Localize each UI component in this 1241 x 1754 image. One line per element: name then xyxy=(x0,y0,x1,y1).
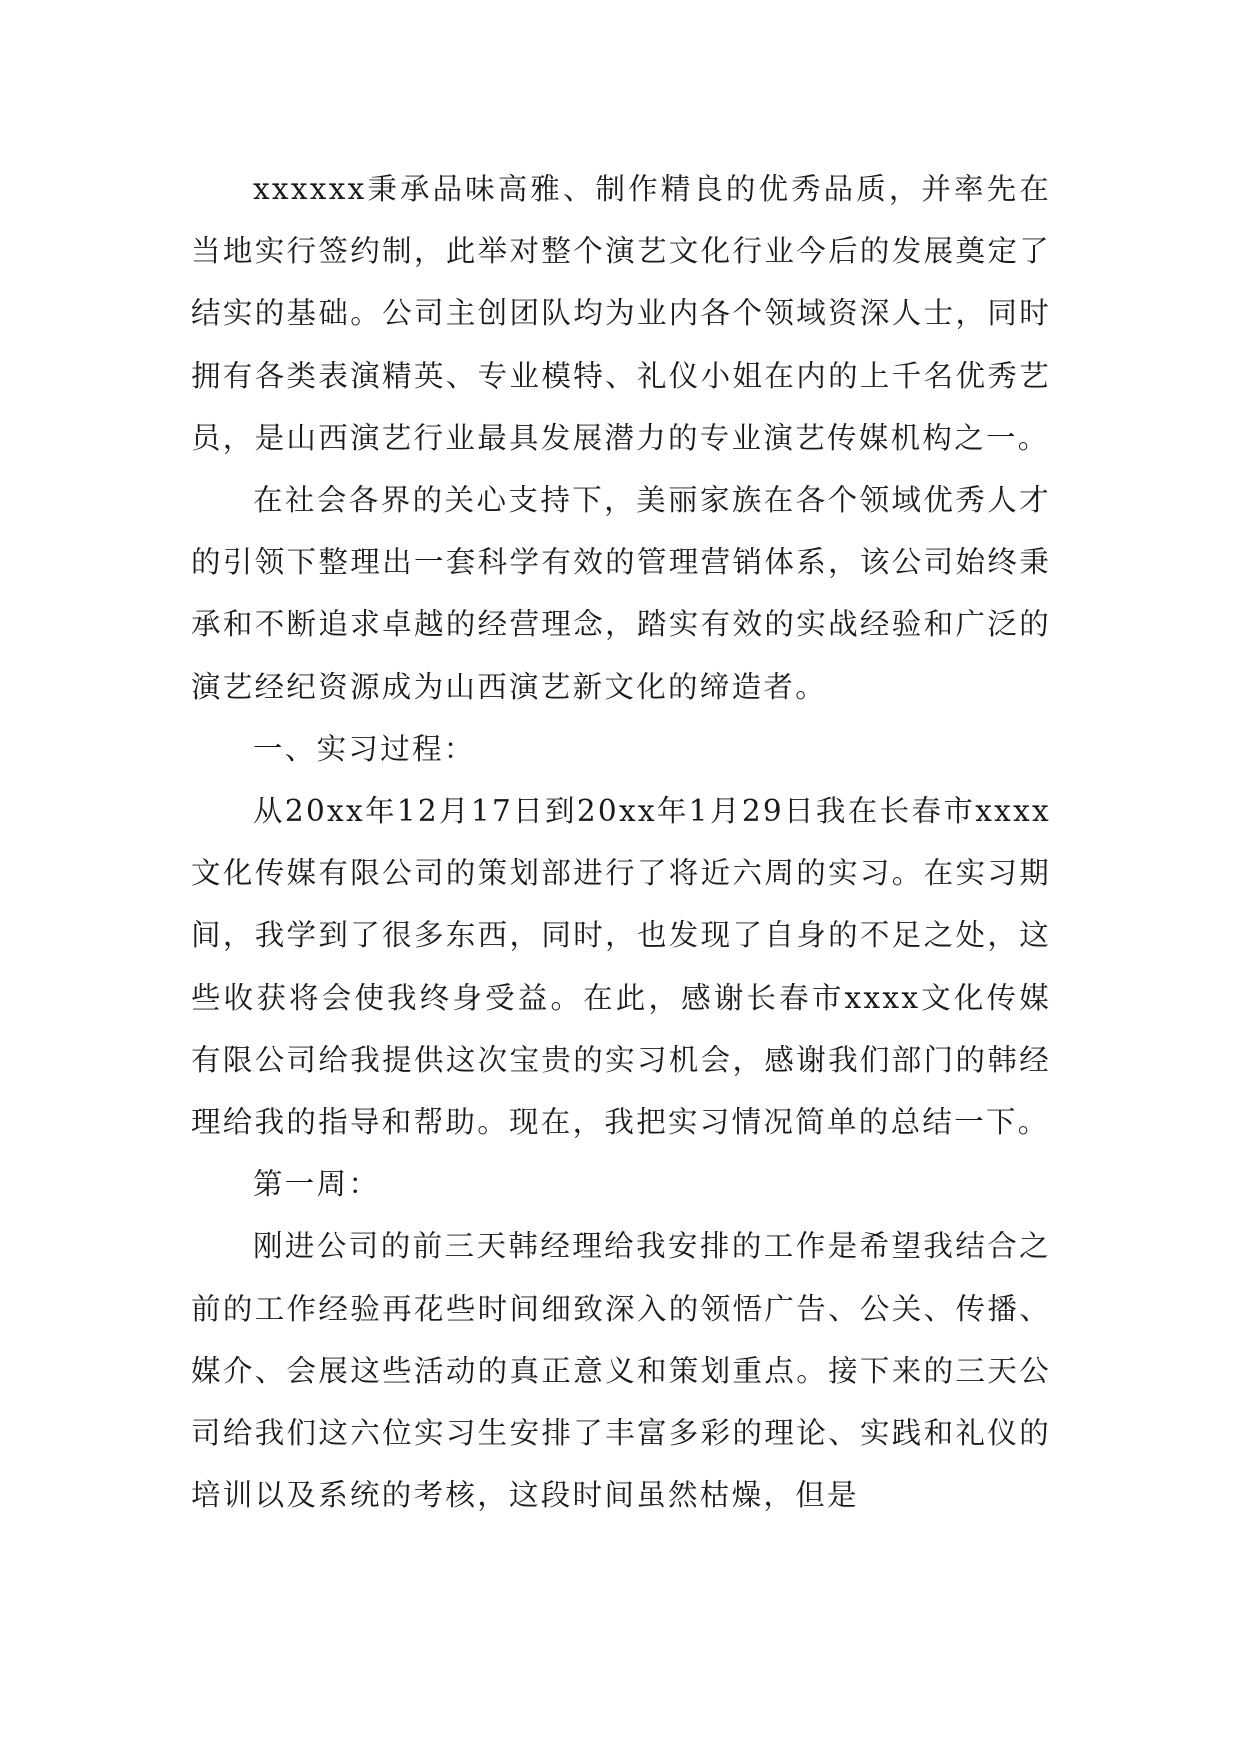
paragraph-company-philosophy: 在社会各界的关心支持下，美丽家族在各个领域优秀人才的引领下整理出一套科学有效的管理营销体系，该公司始终秉承和不断追求卓越的经营理念，踏实有效的实战经验和广泛的演艺经纪资源成为山西演艺新文化的缔造者。 xyxy=(191,483,1051,704)
paragraph-company-intro: xxxxxx秉承品味高雅、制作精良的优秀品质，并率先在当地实行签约制，此举对整个演艺文化行业今后的发展奠定了结实的基础。公司主创团队均为业内各个领域资深人士，同时拥有各类表演精英、专业模特、礼仪小姐在内的上千名优秀艺员，是山西演艺行业最具发展潜力的专业演艺传媒机构之一。 xyxy=(191,172,1051,455)
document-body xyxy=(191,158,1051,1526)
paragraph-internship-overview: 从20xx年12月17日到20xx年1月29日我在长春市xxxx文化传媒有限公司的策划部进行了将近六周的实习。在实习期间，我学到了很多东西，同时，也发现了自身的不足之处，这些收获将会使我终身受益。在此，感谢长春市xxxx文化传媒有限公司给我提供这次宝贵的实习机会，感谢我们部门的韩经理给我的指导和帮助。现在，我把实习情况简单的总结一下。 xyxy=(191,794,1051,1140)
paragraph-week-one: 刚进公司的前三天韩经理给我安排的工作是希望我结合之前的工作经验再花些时间细致深入的领悟广告、公关、传播、媒介、会展这些活动的真正意义和策划重点。接下来的三天公司给我们这六位实习生安排了丰富多彩的理论、实践和礼仪的培训以及系统的考核，这段时间虽然枯燥，但是 xyxy=(191,1229,1051,1513)
section-heading-week-one: 第一周： xyxy=(253,1167,381,1202)
section-heading-internship-process: 一、实习过程： xyxy=(253,731,476,766)
